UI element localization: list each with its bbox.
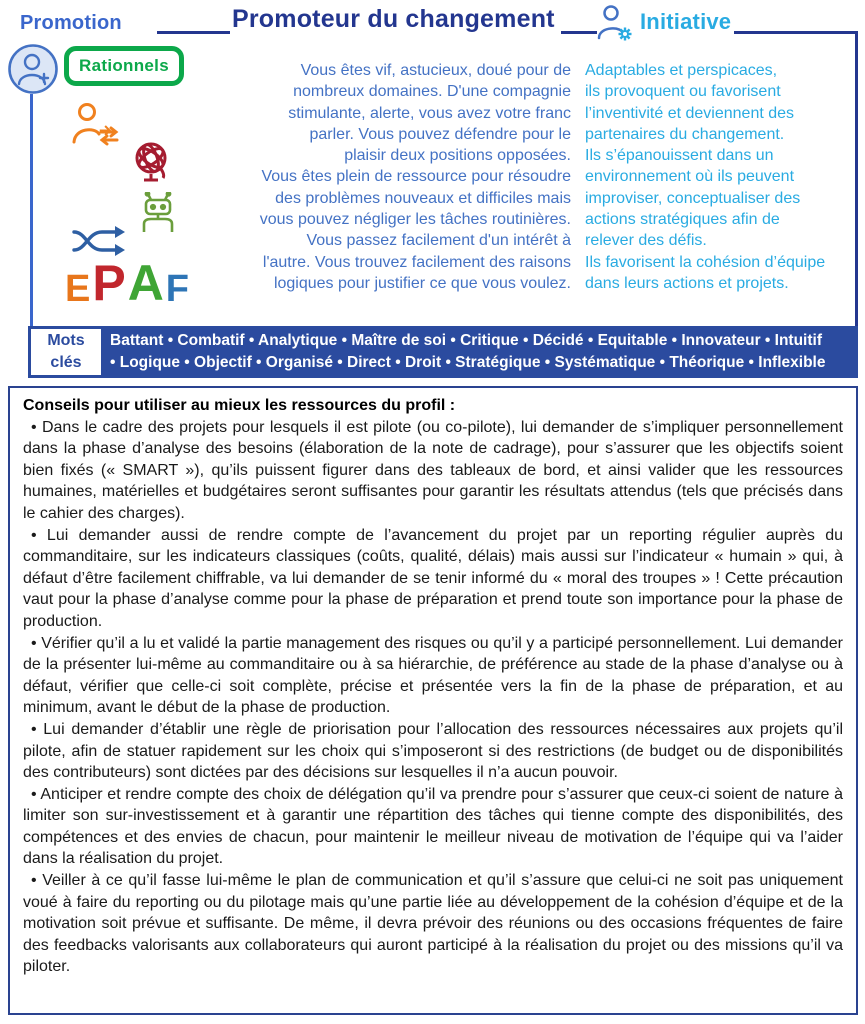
desc-vous-line: l'autre. Vous trouvez facilement des raisons [262, 253, 571, 271]
family-badge-label: Rationnels [79, 56, 169, 75]
keywords-text [101, 326, 858, 378]
conseils-bullet: • Dans le cadre des projets pour lesquels il est pilote (ou co-pilote), lui demander de s’impliquer personnellement dans la phase d’analyse des besoins (élaboration de la note de cadrage), pour s’assurer que les objectifs soient bien fixés (« SMART »), qu’ils puissent figurer dans des tableaux de bord, et ainsi valider que les ressources humaines, matérielles et budgétaires seront suffisantes pour garantir les résultats attendus (tels que précisés dans le cahier des charges). [23, 418, 843, 522]
letter-p: P [92, 255, 126, 311]
letter-a: A [127, 255, 164, 311]
desc-ils-line: Ils s’épanouissent dans un [585, 147, 774, 165]
keywords-label-box [31, 329, 101, 375]
desc-vous-line: plaisir deux positions opposées. [344, 147, 571, 165]
letter-f: F [165, 268, 190, 310]
desc-vous-line: Vous êtes vif, astucieux, doué pour de [300, 62, 571, 79]
header-rule-left [157, 31, 230, 34]
left-connector-line [30, 94, 33, 326]
desc-ils-line: partenaires du changement. [585, 125, 785, 143]
desc-vous-line: Vous passez facilement d'un intérêt à [306, 232, 571, 250]
description-ils [585, 60, 853, 294]
desc-ils-line: dans leurs actions et projets. [585, 274, 789, 292]
desc-ils-line: l’inventivité et deviennent des [585, 104, 795, 122]
keywords-band [28, 326, 858, 378]
desc-vous-line: stimulante, alerte, vous avez votre franc [288, 104, 571, 122]
globe-icon [130, 140, 172, 191]
desc-vous-line: parler. Vous pouvez défendre pour le [309, 125, 571, 143]
desc-ils-line: actions stratégiques afin de [585, 211, 780, 229]
conseils-bullet: • Lui demander aussi de rendre compte de l’avancement du projet par un reporting régulier auprès du commanditaire, sur les indicateurs classiques (coûts, qualité, délais) mais aussi sur l’indicateur « humain » qui, à défaut d’être facilement chiffrable, va lui demander de se tenir informé du « moral des troupes » ! Cette précaution vaut pour la phase d’analyse comme pour la phase de préparation et prend toute son importance pour la phase de production. [23, 526, 843, 630]
person-gear-icon [594, 4, 636, 47]
desc-ils-line: ils provoquent ou favorisent [585, 83, 781, 101]
keywords-line1: Battant • Combatif • Analytique • Maître de soi • Critique • Décidé • Equitable • Innovateur • Intuitif [110, 332, 822, 349]
robot-icon [138, 192, 178, 239]
desc-vous-line: vous pouvez négliger les tâches routinières. [259, 211, 571, 229]
conseils-bullet: • Lui demander d’établir une règle de priorisation pour l’allocation des ressources nécessaires aux projets qu’il pilote, afin de statuer rapidement sur les choix qui s’imposeront si des restrictions (de budget ou de disponibilités des contributeurs) sont dictées par des décisions sur lesquelles il n’a aucun pouvoir. [23, 720, 843, 782]
header-rule-right [734, 31, 858, 34]
conseils-box [8, 386, 858, 1015]
keywords-label-line1: Mots [47, 332, 85, 349]
desc-vous-line: logiques pour justifier ce que vous voulez. [273, 274, 571, 292]
desc-ils-line: improviser, conceptualiser des [585, 189, 801, 207]
description-vous [238, 60, 571, 294]
conseils-bullet: • Anticiper et rendre compte des choix de délégation qu’il va prendre pour s’assurer que ceux-ci soient de nature à limiter son sur-investissement et à garantir une répartition des tâches qui tienne compte des disponibilités, des compétences et des envies de chacun, pour maintenir le meilleur niveau de motivation de l’équipe qui va l’aider dans la réalisation du projet. [23, 785, 843, 868]
desc-vous-line: Vous êtes plein de ressource pour résoudre [261, 168, 571, 186]
header-promotion-label: Promotion [20, 12, 122, 34]
keywords-line2: • Logique • Objectif • Organisé • Direct • Droit • Stratégique • Systématique • Théorique • Inflexible [110, 354, 826, 371]
desc-ils-line: Ils favorisent la cohésion d’équipe [585, 253, 826, 271]
desc-ils-line: environnement où ils peuvent [585, 168, 795, 186]
conseils-title: Conseils pour utiliser au mieux les ressources du profil : [23, 397, 456, 414]
person-plus-avatar-icon [7, 43, 59, 100]
keywords-label-line2: clés [50, 354, 82, 371]
desc-ils-line: relever des défis. [585, 232, 707, 250]
desc-vous-line: des problèmes nouveaux et difficiles mais [275, 189, 571, 207]
family-badge [64, 46, 184, 86]
header-initiative-label: Initiative [640, 9, 732, 34]
page-title: Promoteur du changement [232, 5, 555, 33]
person-swap-icon [70, 102, 122, 151]
right-border-line [855, 31, 858, 326]
desc-vous-line: nombreux domaines. D'une compagnie [293, 83, 571, 101]
header-rule-mid [561, 31, 597, 34]
epaf-letters [62, 255, 192, 311]
conseils-bullet: • Veiller à ce qu’il fasse lui-même le plan de communication et qu’il s’assure que celui-ci ne soit pas uniquement voué à faire du reporting ou du pilotage mais qu’une partie liée au développement de la cohésion d’équipe et de la motivation soit prévue et suffisante. De même, il devra prévoir des réunions ou des occasions fréquentes de faire des feedbacks valorisants aux collaborateurs qui auront participé à la réalisation du projet ou des missions qu’il va piloter. [23, 872, 843, 976]
letter-e: E [64, 268, 91, 310]
desc-ils-line: Adaptables et perspicaces, [585, 62, 778, 79]
conseils-bullet: • Vérifier qu’il a lu et validé la partie management des risques ou qu’il y a participé personnellement. Lui demander de la présenter lui-même au commanditaire ou à sa hiérarchie, de préférence au stade de la phase d’analyse ou à défaut, vérifier que celle-ci soit complète, précise et présentée vers la fin de la phase de préparation, et au minimum, avant le début de la phase de production. [23, 634, 843, 717]
